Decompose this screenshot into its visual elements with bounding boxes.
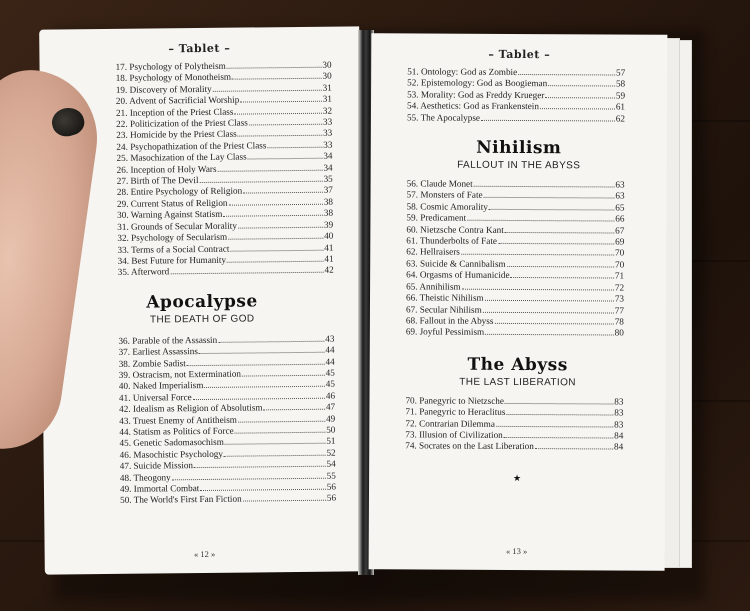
toc-entry-title: 63. Suicide & Cannibalism [406, 258, 506, 269]
leader-dots [172, 477, 326, 480]
leader-dots [496, 425, 613, 427]
section-title-abyss: The Abyss [467, 354, 568, 375]
toc-entry-page: 44 [325, 356, 335, 367]
toc-entry-page: 78 [614, 316, 624, 327]
leader-dots [505, 232, 614, 234]
toc-entry-page: 52 [326, 447, 336, 458]
leader-dots [489, 209, 614, 211]
leader-dots [194, 466, 326, 468]
section-subtitle: FALLOUT IN THE ABYSS [457, 159, 581, 172]
leader-dots [485, 300, 614, 302]
toc-entry-title: 38. Zombie Sadist [118, 357, 186, 369]
toc-entry-title: 57. Monsters of Fate [406, 189, 483, 201]
toc-entry-page: 34 [323, 150, 333, 161]
leader-dots [200, 181, 323, 183]
leader-dots [511, 277, 614, 279]
toc-entry-title: 46. Masochistic Psychology [119, 448, 224, 460]
toc-entry-title: 65. Annihilism [406, 281, 461, 292]
toc-entry-title: 43. Truest Enemy of Antitheism [119, 414, 237, 426]
toc-entry-title: 52. Epistemology: God as Boogieman [407, 77, 548, 89]
toc-entry-page: 40 [324, 230, 334, 241]
star-ornament-icon: ★ [513, 472, 522, 483]
toc-entry-title: 74. Socrates on the Last Liberation [405, 440, 534, 452]
toc-entry-page: 70 [615, 247, 625, 259]
toc-entry-title: 55. The Apocalypse [406, 112, 481, 123]
leader-dots [242, 375, 325, 377]
toc-entry-page: 47 [325, 401, 336, 412]
leader-dots [200, 489, 325, 491]
toc-entry-title: 53. Morality: God as Freddy Krueger [407, 89, 545, 100]
leader-dots [498, 243, 614, 245]
toc-list-right-mid [406, 178, 625, 339]
toc-entry-title: 30. Warning Against Statism [117, 209, 223, 221]
toc-entry-page: 31 [322, 93, 332, 104]
section-subtitle: THE LAST LIBERATION [459, 376, 576, 389]
toc-entry-page: 84 [614, 441, 624, 452]
section-title-apocalypse: Apocalypse [146, 291, 258, 313]
toc-entry-page: 38 [323, 207, 334, 218]
leader-dots [474, 186, 615, 188]
toc-entry-title: 66. Theistic Nihilism [405, 292, 484, 303]
toc-entry-title: 28. Entire Psychology of Religion [116, 186, 243, 198]
toc-entry-title: 19. Discovery of Morality [115, 83, 212, 95]
leader-dots [227, 261, 323, 263]
leader-dots [505, 403, 613, 405]
leader-dots [548, 86, 615, 87]
toc-entry-page: 65 [615, 202, 625, 213]
toc-entry-title: 47. Suicide Mission [119, 460, 194, 472]
running-head: – Tablet – [488, 47, 551, 62]
toc-entry-title: 50. The World's First Fan Fiction [120, 494, 242, 506]
toc-entry-title: 22. Politicization of the Priest Class [116, 117, 248, 129]
toc-entry-title: 69. Joyful Pessimism [405, 326, 485, 338]
section-subtitle: THE DEATH OF GOD [149, 313, 255, 326]
leader-dots [238, 420, 325, 422]
toc-entry [406, 327, 624, 340]
toc-entry-title: 27. Birth of The Devil [116, 175, 199, 186]
leader-dots [483, 311, 614, 313]
toc-entry-title: 34. Best Future for Humanity [117, 254, 227, 266]
toc-entry-page: 83 [614, 407, 624, 418]
toc-entry-page: 73 [614, 293, 625, 304]
toc-entry-title: 23. Homicide by the Priest Class [116, 129, 237, 141]
leader-dots [234, 112, 321, 114]
toc-entry-page: 67 [615, 225, 625, 236]
page-number: « 12 » [193, 548, 216, 560]
leader-dots [199, 352, 324, 354]
leader-dots [235, 432, 325, 434]
leader-dots [249, 124, 322, 126]
toc-list-left-top [115, 60, 333, 279]
toc-entry-page: 70 [614, 259, 625, 270]
toc-entry-page: 66 [615, 213, 625, 224]
leader-dots [540, 108, 615, 109]
toc-entry-title: 25. Masochization of the Lay Class [116, 151, 247, 164]
running-head: – Tablet – [168, 41, 231, 56]
leader-dots [506, 414, 613, 416]
toc-entry-page: 49 [326, 413, 336, 424]
toc-entry-page: 41 [324, 253, 334, 264]
toc-entry-page: 43 [325, 333, 335, 344]
toc-entry-page: 72 [614, 282, 625, 293]
toc-entry-title: 54. Aesthetics: God as Frankenstein [407, 100, 539, 112]
toc-entry-page: 45 [325, 367, 335, 378]
toc-entry-title: 61. Thunderbolts of Fate [406, 235, 498, 246]
toc-entry-page: 56 [326, 481, 337, 492]
toc-entry-title: 18. Psychology of Monotheism [115, 72, 232, 84]
toc-entry-title: 62. Hellraisers [406, 246, 460, 258]
toc-entry-title: 40. Naked Imperialism [118, 380, 204, 392]
leader-dots [507, 266, 614, 268]
toc-entry-title: 21. Inception of the Priest Class [115, 106, 234, 118]
toc-entry-page: 39 [323, 219, 334, 230]
toc-entry-page: 38 [323, 196, 334, 207]
toc-entry-page: 41 [324, 242, 334, 253]
toc-entry-title: 51. Ontology: God as Zombie [407, 66, 518, 77]
toc-entry-title: 41. Universal Force [118, 391, 192, 403]
toc-entry-page: 31 [322, 82, 332, 93]
toc-entry [407, 112, 625, 125]
leader-dots [228, 204, 322, 206]
toc-entry-page: 50 [326, 424, 336, 435]
toc-entry-page: 54 [326, 458, 336, 469]
leader-dots [267, 147, 322, 149]
leader-dots [485, 334, 613, 336]
toc-entry-page: 45 [325, 378, 335, 390]
leader-dots [467, 220, 614, 222]
toc-entry-page: 37 [323, 185, 333, 196]
toc-entry-title: 48. Theogony [119, 471, 171, 483]
toc-entry-page: 33 [323, 128, 333, 139]
toc-entry-title: 24. Psychopathization of the Priest Class [116, 140, 267, 152]
toc-entry-page: 46 [325, 390, 336, 401]
toc-entry-page: 58 [615, 78, 626, 89]
toc-entry [405, 441, 623, 454]
leader-dots [225, 443, 325, 445]
leader-dots [248, 158, 323, 160]
leader-dots [240, 101, 321, 103]
toc-entry-page: 83 [614, 396, 624, 407]
toc-entry-page: 71 [614, 270, 625, 281]
toc-list-right-bottom [405, 395, 623, 453]
toc-entry-title: 33. Terms of a Social Contract [117, 243, 230, 255]
toc-entry-title: 67. Secular Nihilism [405, 303, 482, 315]
leader-dots [545, 97, 615, 98]
leader-dots [535, 448, 613, 449]
toc-entry [120, 493, 336, 507]
leader-dots [243, 500, 326, 502]
toc-entry-page: 55 [326, 470, 336, 481]
toc-entry-title: 26. Inception of Holy Wars [116, 163, 217, 175]
leader-dots [170, 272, 323, 275]
toc-entry-page: 63 [615, 179, 625, 190]
leader-dots [218, 169, 323, 171]
toc-entry-page: 35 [323, 173, 333, 184]
right-page [369, 33, 668, 571]
toc-entry-title: 70. Panegyric to Nietzsche [405, 395, 504, 406]
toc-entry-page: 80 [614, 327, 624, 338]
leader-dots [462, 288, 614, 290]
leader-dots [230, 249, 323, 251]
leader-dots [494, 323, 613, 325]
leader-dots [232, 78, 321, 80]
toc-entry-title: 44. Statism as Politics of Force [119, 425, 234, 437]
toc-entry-page: 83 [614, 419, 624, 430]
toc-entry-title: 36. Parable of the Assassin [118, 334, 218, 346]
toc-entry-title: 29. Current Status of Religion [116, 197, 228, 209]
leader-dots [228, 238, 323, 240]
leader-dots [461, 254, 614, 256]
toc-entry-page: 30 [322, 59, 332, 70]
leader-dots [227, 67, 322, 69]
toc-entry-title: 42. Idealism as Religion of Absolutism [119, 402, 263, 415]
toc-entry-page: 44 [325, 344, 335, 355]
toc-entry-title: 20. Advent of Sacrificial Worship [115, 94, 240, 107]
leader-dots [223, 215, 323, 217]
toc-entry-page: 61 [615, 101, 626, 112]
toc-entry-title: 17. Psychology of Polytheism [115, 60, 226, 72]
toc-entry-title: 56. Claude Monet [406, 178, 473, 189]
toc-entry-title: 49. Immortal Combat [119, 483, 200, 494]
toc-entry-page: 33 [323, 139, 333, 150]
toc-entry-title: 68. Fallout in the Abyss [405, 315, 494, 326]
leader-dots [213, 90, 322, 92]
toc-entry-page: 63 [615, 190, 625, 201]
leader-dots [204, 386, 324, 388]
page-number: « 13 » [506, 545, 528, 557]
leader-dots [243, 192, 323, 194]
toc-entry-page: 69 [615, 236, 625, 247]
leader-dots [193, 397, 325, 399]
toc-entry-title: 64. Orgasms of Humanicide [406, 269, 510, 281]
toc-entry-title: 60. Nietzsche Contra Kant [406, 224, 504, 235]
leader-dots [224, 454, 325, 456]
leader-dots [518, 74, 615, 76]
toc-entry-title: 37. Earliest Assassins [118, 346, 198, 358]
toc-entry-page: 32 [322, 105, 333, 116]
toc-entry-title: 35. Afterword [117, 266, 170, 278]
toc-entry-title: 32. Psychology of Secularism [117, 231, 228, 243]
toc-entry-title: 73. Illusion of Civilization [405, 429, 503, 440]
toc-entry-page: 77 [614, 305, 624, 316]
leader-dots [504, 437, 613, 439]
toc-entry-page: 62 [615, 113, 625, 124]
toc-entry-page: 33 [322, 116, 333, 127]
toc-entry-title: 31. Grounds of Secular Morality [117, 220, 237, 232]
leader-dots [238, 226, 323, 228]
toc-entry-title: 39. Ostracism, not Extermination [118, 368, 242, 380]
toc-list-left-bottom [118, 333, 336, 506]
toc-entry-page: 84 [614, 430, 624, 441]
toc-entry-page: 56 [326, 493, 337, 504]
toc-entry-page: 59 [615, 90, 626, 101]
section-title-nihilism: Nihilism [476, 137, 562, 159]
toc-entry-page: 51 [326, 435, 336, 447]
toc-entry-page: 42 [324, 264, 334, 276]
leader-dots [484, 197, 615, 199]
leader-dots [218, 340, 324, 342]
toc-entry-title: 45. Genetic Sadomasochism [119, 437, 224, 449]
toc-entry-page: 30 [322, 71, 332, 82]
toc-entry-title: 71. Panegyric to Heraclitus [405, 406, 506, 418]
leader-dots [187, 363, 325, 365]
toc-entry-page: 34 [323, 162, 333, 173]
leader-dots [481, 119, 615, 121]
leader-dots [264, 409, 325, 411]
toc-entry-title: 59. Predicament [406, 212, 467, 223]
leader-dots [238, 135, 322, 137]
toc-entry-title: 58. Cosmic Amorality [406, 201, 488, 212]
toc-entry-title: 72. Contrarian Dilemma [405, 417, 495, 429]
toc-entry-page: 57 [615, 67, 626, 78]
toc-list-right-top [407, 66, 625, 124]
